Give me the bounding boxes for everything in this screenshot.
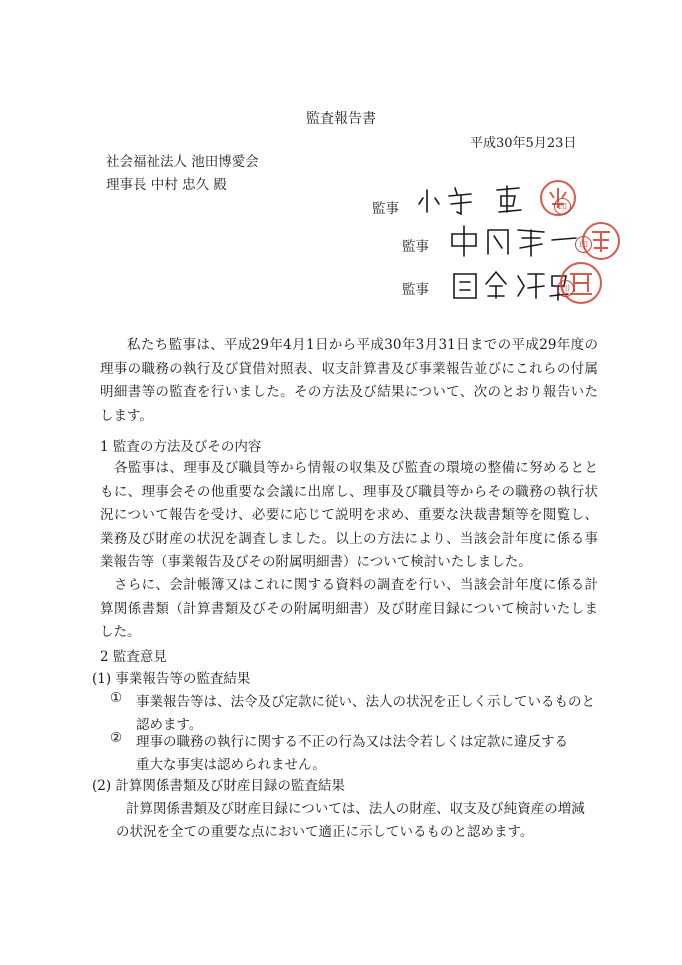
seal-mark-3: 印 (557, 280, 574, 297)
item1-number: ① (110, 690, 123, 706)
auditor-label-1: 監事 (372, 201, 399, 217)
intro-paragraph: 私たち監事は、平成29年4月1日から平成30年3月31日までの平成29年度の理事の職務の執行及び貸借対照表、収支計算書及び事業報告並びにこれらの付属明細書等の監査を行いました。その方法及び結果について、次のとおり報告いたします。 (100, 337, 598, 424)
subsection2-line-1: 計算関係書類及び財産目録については、法人の財産、収支及び純資産の増減 (126, 801, 585, 817)
seal-mark-2: 印 (575, 236, 592, 253)
document-date: 平成30年5月23日 (470, 136, 577, 151)
subsection2-line-2: の状況を全ての重要な点において適正に示しているものと認めます。 (116, 824, 534, 840)
subsection1-heading: (1) 事業報告等の監査結果 (92, 671, 251, 687)
subsection2-heading: (2) 計算関係書類及び財産目録の監査結果 (92, 778, 345, 794)
item2-line-1: 理事の職務の執行に関する不正の行為又は法令若しくは定款に違反する (136, 734, 568, 750)
item2-number: ② (110, 730, 123, 746)
item1-line-2: 認めます。 (136, 717, 203, 733)
section1-heading: 1 監査の方法及びその内容 (100, 439, 262, 455)
document-title: 監査報告書 (306, 111, 376, 127)
section1-paragraph-2: さらに、会計帳簿又はこれに関する資料の調査を行い、当該会計年度に係る計算関係書類（計算書類及びその附属明細書）及び財産目録について検討いたしました。 (100, 577, 598, 640)
item2-line-2: 重大な事実は認められません。 (136, 757, 326, 773)
auditor-signature-2 (448, 222, 578, 262)
seal-mark-1: 印 (554, 198, 571, 215)
item1-line-1: 事業報告等は、法令及び定款に従い、法人の状況を正しく示しているものと (136, 694, 595, 710)
addressee-organization: 社会福祉法人 池田博愛会 (106, 154, 259, 170)
auditor-label-2: 監事 (402, 239, 429, 255)
section2-heading: 2 監査意見 (100, 649, 167, 665)
addressee-recipient: 理事長 中村 忠久 殿 (106, 177, 227, 193)
section1-paragraph-1: 各監事は、理事及び職員等から情報の収集及び監査の環境の整備に努めるとともに、理事会その他重要な会議に出席し、理事及び職員等からその職務の執行状況について報告を受け、必要に応じて説明を求め、重要な決裁書類等を閲覧し、業務及び財産の状況を調査しました。以上の方法により、当該会計年度に係る事業報告等（事業報告及びその附属明細書）について検討いたしました。 (100, 460, 598, 570)
auditor-signature-1 (415, 182, 555, 222)
auditor-label-3: 監事 (402, 282, 429, 298)
